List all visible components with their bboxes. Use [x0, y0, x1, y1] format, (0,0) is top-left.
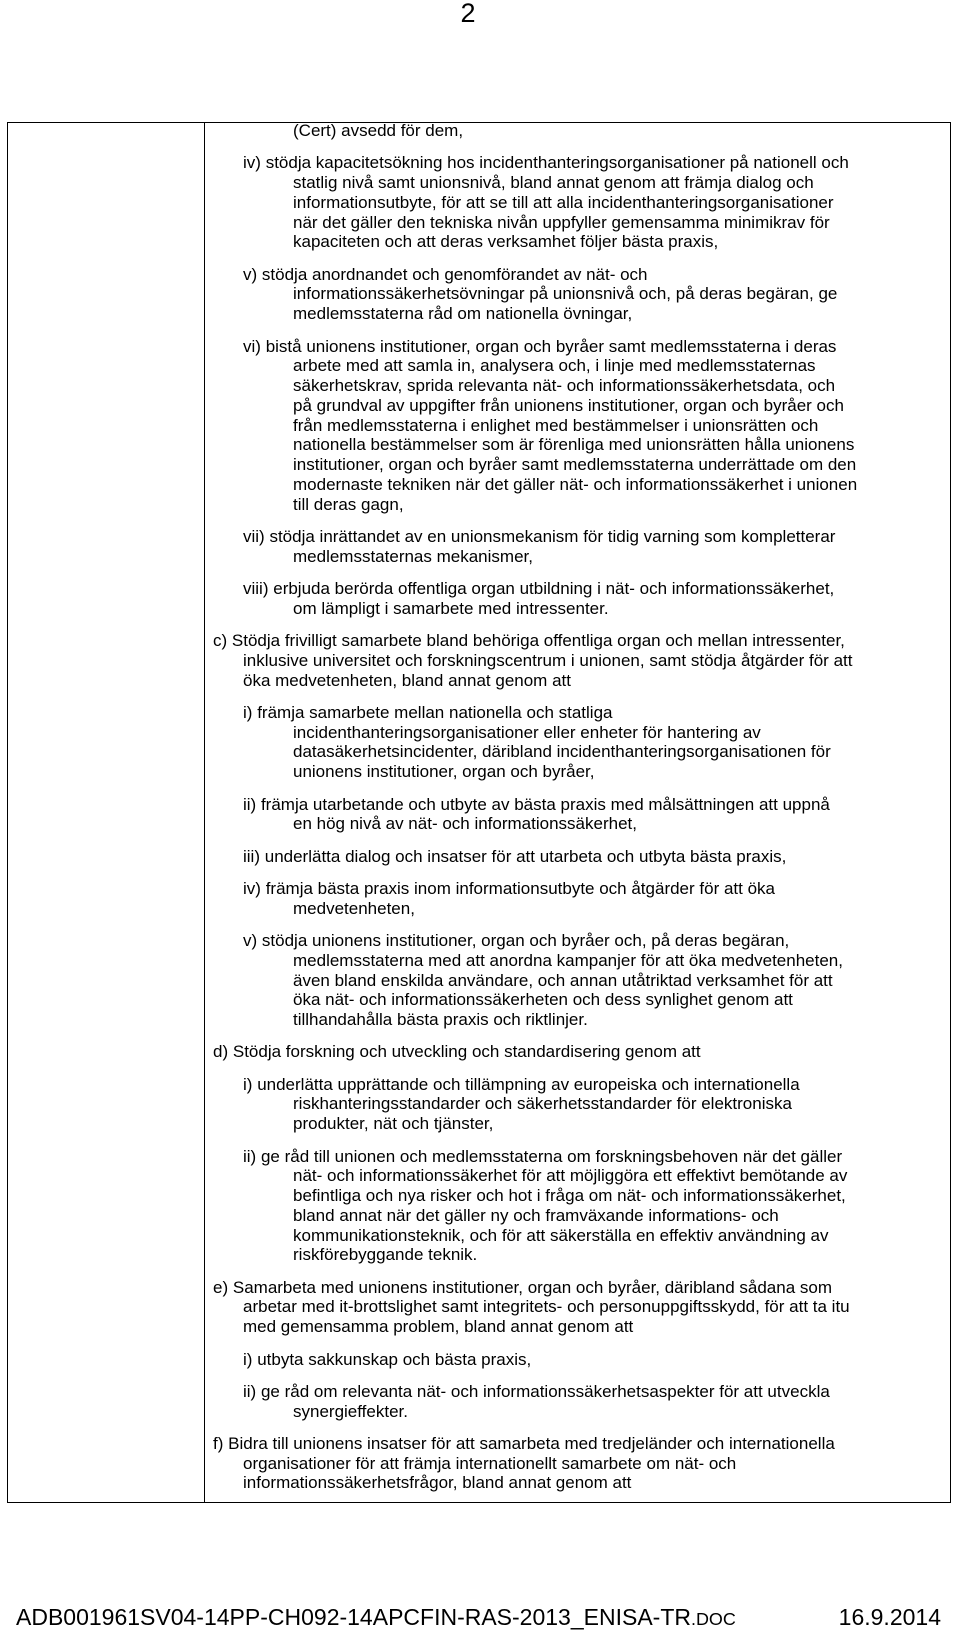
subpoint-iv	[205, 153, 950, 252]
item-label: vii)	[243, 526, 265, 546]
line-text: även bland enskilda användare, och annan utåtriktad verksamhet för att	[293, 970, 833, 990]
text-line	[205, 416, 950, 436]
point-e	[205, 1278, 950, 1337]
line-text: utbyta sakkunskap och bästa praxis,	[257, 1349, 532, 1369]
line-text: ge råd till unionen och medlemsstaterna om forskningsbehoven när det gäller	[260, 1146, 843, 1166]
text-line	[205, 579, 950, 599]
text-line	[205, 723, 950, 743]
text-line	[205, 631, 950, 651]
document-extension: .DOC	[690, 1609, 736, 1629]
line-text: Samarbeta med unionens institutioner, organ och byråer, däribland sådana som	[232, 1277, 833, 1297]
text-line	[205, 1206, 950, 1226]
line-text: till deras gagn,	[293, 494, 404, 514]
item-label: vi)	[243, 336, 261, 356]
line-text: riskhanteringsstandarder och säkerhetsstandarder för elektroniska	[293, 1094, 792, 1114]
text-line	[205, 121, 950, 141]
line-text: öka medvetenheten, bland annat genom att	[243, 670, 571, 690]
line-text: underlätta dialog och insatser för att utarbeta och utbyta bästa praxis,	[264, 846, 787, 866]
text-line	[205, 153, 950, 173]
text-line	[205, 1245, 950, 1265]
line-text: nät- och informationssäkerhet för att möjliggöra ett effektivt bemötande av	[293, 1166, 848, 1186]
text-line	[205, 1042, 950, 1062]
text-line	[205, 879, 950, 899]
line-text: främja utarbetande och utbyte av bästa praxis med målsättningen att uppnå	[260, 794, 830, 814]
item-label: c)	[213, 631, 228, 651]
text-line	[205, 435, 950, 455]
text-line	[205, 495, 950, 515]
text-line	[205, 990, 950, 1010]
item-label: iv)	[243, 878, 261, 898]
line-text: erbjuda berörda offentliga organ utbildning i nät- och informationssäkerhet,	[273, 578, 835, 598]
text-line	[205, 742, 950, 762]
line-text: främja samarbete mellan nationella och statliga	[257, 702, 613, 722]
line-text: en hög nivå av nät- och informationssäkerhet,	[293, 814, 637, 834]
item-label: i)	[243, 1349, 253, 1369]
line-text: om lämpligt i samarbete med intressenter.	[293, 598, 609, 618]
text-line	[205, 931, 950, 951]
item-label: ii)	[243, 1146, 257, 1166]
line-text: informationssäkerhetsövningar på unionsnivå och, på deras begäran, ge	[293, 284, 838, 304]
line-text: underlätta upprättande och tillämpning av europeiska och internationella	[257, 1074, 800, 1094]
text-line	[205, 232, 950, 252]
item-label: e)	[213, 1277, 229, 1297]
line-text: arbete med att samla in, analysera och, i linje med medlemsstaternas	[293, 356, 816, 376]
point-d-subpoint-i	[205, 1075, 950, 1134]
item-label: viii)	[243, 578, 269, 598]
point-c	[205, 631, 950, 690]
item-label: ii)	[243, 1381, 257, 1401]
line-text: bistå unionens institutioner, organ och byråer samt medlemsstaterna i deras	[265, 336, 837, 356]
text-line	[205, 1350, 950, 1370]
text-line	[205, 1166, 950, 1186]
line-text: när det gäller den tekniska nivån uppfyller gemensamma minimikrav för	[293, 212, 830, 232]
text-line	[205, 899, 950, 919]
line-text: nationella bestämmelser som är förenliga med unionsrätten hålla unionens	[293, 435, 855, 455]
line-text: stödja inrättandet av en unionsmekanism för tidig varning som kompletterar	[269, 526, 836, 546]
text-line	[205, 1010, 950, 1030]
item-label: i)	[243, 702, 253, 722]
continued-text	[205, 121, 950, 141]
text-line	[205, 599, 950, 619]
text-column	[205, 121, 950, 1502]
line-text: kommunikationsteknik, och för att säkerställa en effektiv användning av	[293, 1225, 829, 1245]
point-c-subpoint-iv	[205, 879, 950, 919]
line-text: stödja unionens institutioner, organ och byråer och, på deras begäran,	[261, 931, 790, 951]
text-line	[205, 1226, 950, 1246]
line-text: unionens institutioner, organ och byråer,	[293, 762, 595, 782]
text-line	[205, 173, 950, 193]
line-text: medlemsstaterna råd om nationella övningar,	[293, 304, 633, 324]
text-line	[205, 396, 950, 416]
line-text: Stödja forskning och utveckling och standardisering genom att	[232, 1042, 701, 1062]
text-line	[205, 971, 950, 991]
point-f	[205, 1434, 950, 1493]
text-line	[205, 193, 950, 213]
subpoint-vi	[205, 337, 950, 515]
document-reference: ADB001961SV04-14PP-CH092-14APCFIN-RAS-2013_ENISA-TR	[16, 1604, 691, 1630]
left-column	[8, 123, 204, 1502]
point-d	[205, 1042, 950, 1062]
line-text: modernaste tekniken när det gäller nät- och informationssäkerhet i unionen	[293, 474, 858, 494]
item-label: v)	[243, 264, 258, 284]
text-line	[205, 1317, 950, 1337]
line-text: stödja anordnandet och genomförandet av nät- och	[261, 264, 648, 284]
line-text: medlemsstaterna med att anordna kampanjer för att öka medvetenheten,	[293, 950, 843, 970]
line-text: med gemensamma problem, bland annat genom att	[243, 1317, 634, 1337]
text-line	[205, 1114, 950, 1134]
text-line	[205, 651, 950, 671]
document-reference-footer	[16, 1604, 736, 1632]
text-line	[205, 795, 950, 815]
text-line	[205, 762, 950, 782]
line-text: produkter, nät och tjänster,	[293, 1114, 494, 1134]
text-line	[205, 337, 950, 357]
line-text: statlig nivå samt unionsnivå, bland annat genom att främja dialog och	[293, 173, 814, 193]
point-c-subpoint-iii	[205, 847, 950, 867]
text-line	[205, 1094, 950, 1114]
text-line	[205, 213, 950, 233]
line-text: befintliga och nya risker och hot i fråga om nät- och informationssäkerhet,	[293, 1186, 846, 1206]
text-line	[205, 356, 950, 376]
point-c-subpoint-i	[205, 703, 950, 782]
line-text: datasäkerhetsincidenter, däribland incidenthanteringsorganisationen för	[293, 742, 831, 762]
item-label: ii)	[243, 794, 257, 814]
item-label: iv)	[243, 153, 261, 173]
item-label: i)	[243, 1074, 253, 1094]
page-number: 2	[460, 0, 476, 28]
subpoint-vii	[205, 527, 950, 567]
line-text: från medlemsstaterna i enlighet med bestämmelser i unionsrätten och	[293, 415, 819, 435]
line-text: institutioner, organ och byråer samt medlemsstaterna underrättade om den	[293, 455, 857, 475]
line-text: tillhandahålla bästa praxis och riktlinjer.	[293, 1010, 588, 1030]
line-text: säkerhetskrav, sprida relevanta nät- och informationssäkerhetsdata, och	[293, 376, 836, 396]
line-text: ge råd om relevanta nät- och informationssäkerhetsaspekter för att utveckla	[260, 1381, 830, 1401]
subpoint-v	[205, 265, 950, 324]
item-label: iii)	[243, 846, 260, 866]
point-c-subpoint-v	[205, 931, 950, 1030]
text-line	[205, 1382, 950, 1402]
line-text: riskförebyggande teknik.	[293, 1245, 478, 1265]
line-text: bland annat när det gäller ny och framväxande informations- och	[293, 1205, 779, 1225]
item-label: v)	[243, 931, 258, 951]
line-text: medlemsstaternas mekanismer,	[293, 546, 533, 566]
line-text: incidenthanteringsorganisationer eller enheter för hantering av	[293, 722, 761, 742]
point-c-subpoint-ii	[205, 795, 950, 835]
text-line	[205, 304, 950, 324]
text-line	[205, 951, 950, 971]
line-text: informationsutbyte, för att se till att alla incidenthanteringsorganisationer	[293, 192, 834, 212]
text-line	[205, 1278, 950, 1298]
text-line	[205, 1297, 950, 1317]
line-text: informationssäkerhetsfrågor, bland annat genom att	[243, 1473, 632, 1493]
line-text: Bidra till unionens insatser för att samarbeta med tredjeländer och internationella	[228, 1433, 835, 1453]
line-text: på grundval av uppgifter från unionens institutioner, organ och byråer och	[293, 395, 844, 415]
text-line	[205, 284, 950, 304]
text-line	[205, 527, 950, 547]
text-line	[205, 671, 950, 691]
text-line	[205, 1186, 950, 1206]
line-text: organisationer för att främja internationellt samarbete om nät- och	[243, 1453, 737, 1473]
text-line	[205, 376, 950, 396]
line-text: arbetar med it-brottslighet samt integritets- och personuppgiftsskydd, för att ta itu	[243, 1297, 850, 1317]
line-text: medvetenheten,	[293, 898, 415, 918]
point-d-subpoint-ii	[205, 1147, 950, 1266]
line-text: inklusive universitet och forskningscentrum i unionen, samt stödja åtgärder för att	[243, 650, 853, 670]
text-line	[205, 1454, 950, 1474]
line-text: kapaciteten och att deras verksamhet följer bästa praxis,	[293, 232, 719, 252]
text-line	[205, 1147, 950, 1167]
text-line	[205, 547, 950, 567]
text-line	[205, 814, 950, 834]
item-label: f)	[213, 1433, 224, 1453]
footer-date: 16.9.2014	[838, 1604, 941, 1630]
text-line	[205, 1075, 950, 1095]
line-text: synergieffekter.	[293, 1401, 408, 1421]
line-text: (Cert) avsedd för dem,	[293, 121, 464, 140]
text-line	[205, 475, 950, 495]
point-e-subpoint-ii	[205, 1382, 950, 1422]
line-text: stödja kapacitetsökning hos incidenthanteringsorganisationer på nationell och	[265, 153, 849, 173]
table-frame	[7, 122, 951, 1503]
line-text: Stödja frivilligt samarbete bland behöriga offentliga organ och mellan intressenter,	[231, 631, 845, 651]
point-e-subpoint-i	[205, 1350, 950, 1370]
item-label: d)	[213, 1042, 229, 1062]
text-line	[205, 847, 950, 867]
text-line	[205, 265, 950, 285]
text-line	[205, 1402, 950, 1422]
text-line	[205, 703, 950, 723]
text-line	[205, 1434, 950, 1454]
line-text: främja bästa praxis inom informationsutbyte och åtgärder för att öka	[265, 878, 775, 898]
line-text: öka nät- och informationssäkerheten och dess synlighet genom att	[293, 990, 793, 1010]
subpoint-viii	[205, 579, 950, 619]
text-line	[205, 1473, 950, 1493]
text-line	[205, 455, 950, 475]
